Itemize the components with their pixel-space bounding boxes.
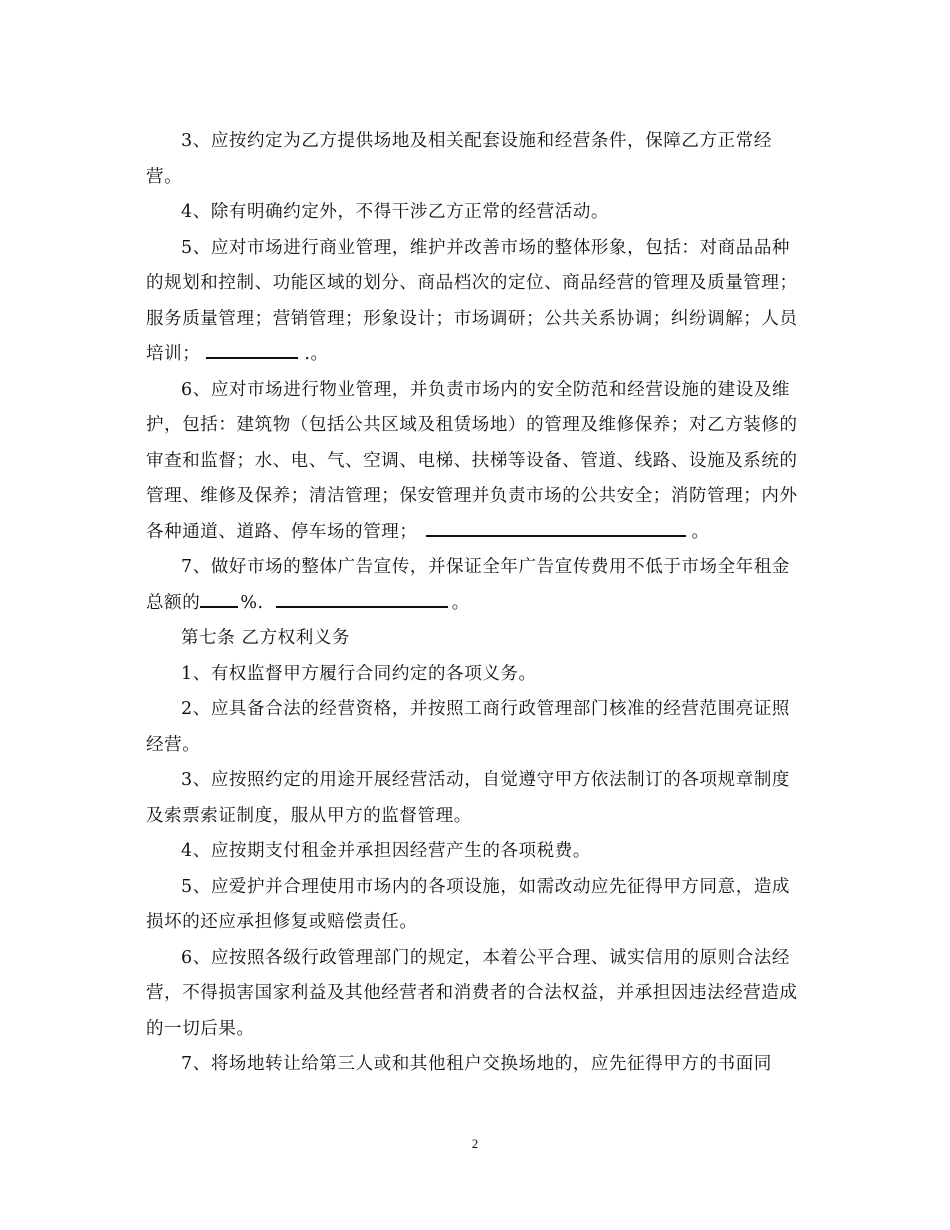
clause-7-7: 7、将场地转让给第三人或和其他租户交换场地的，应先征得甲方的书面同 bbox=[181, 1054, 772, 1074]
page-number: 2 bbox=[471, 1136, 479, 1151]
fill-in-blank[interactable] bbox=[206, 341, 298, 359]
clause-7-4: 4、应按期支付租金并承担因经营产生的各项税费。 bbox=[181, 841, 591, 861]
clause-7-6: 6、应按照各级行政管理部门的规定，本着公平合理、诚实信用的原则合法经营，不得损害国家利益及其他经营者和消费者的合法权益，并承担因违法经营造成的一切后果。 bbox=[146, 947, 798, 1039]
clause-6-6-end: 。 bbox=[691, 521, 710, 542]
fill-in-blank[interactable] bbox=[426, 519, 686, 537]
fill-in-blank[interactable] bbox=[276, 590, 448, 608]
clause-6-6 bbox=[146, 373, 808, 551]
clause-7-1: 1、有权监督甲方履行合同约定的各项义务。 bbox=[181, 663, 537, 684]
clause-6-3: 3、应按约定为乙方提供场地及相关配套设施和经营条件，保障乙方正常经营。 bbox=[146, 131, 772, 187]
clause-6-7 bbox=[146, 550, 808, 621]
clause-7-5: 5、应爱护并合理使用市场内的各项设施，如需改动应先征得甲方同意，造成损坏的还应承担修复或赔偿责任。 bbox=[146, 876, 791, 932]
clause-7-3: 3、应按照约定的用途开展经营活动，自觉遵守甲方依法制订的各项规章制度及索票索证制度，服从甲方的监督管理。 bbox=[146, 770, 791, 826]
clause-6-6-text: 6、应对市场进行物业管理，并负责市场内的安全防范和经营设施的建设及维护，包括：建筑物（包括公共区域及租赁场地）的管理及维修保养；对乙方装修的审查和监督；水、电、气、空调、电梯、扶梯等设备、管道、线路、设施及系统的管理、维修及保养；清洁管理；保安管理并负责市场的公共安全；消防管理；内外各种通道、道路、停车场的管理； bbox=[146, 379, 798, 542]
clause-6-7-mid: %. bbox=[240, 592, 264, 613]
clause-7-2: 2、应具备合法的经营资格，并按照工商行政管理部门核准的经营范围亮证照经营。 bbox=[146, 699, 791, 755]
clause-6-7-text: 7、做好市场的整体广告宣传，并保证全年广告宣传费用不低于市场全年租金总额的 bbox=[146, 557, 791, 613]
clause-6-4: 4、除有明确约定外，不得干涉乙方正常的经营活动。 bbox=[181, 202, 610, 222]
clause-6-5 bbox=[146, 231, 808, 373]
document-body bbox=[146, 124, 808, 1083]
clause-6-5-text: 5、应对市场进行商业管理，维护并改善市场的整体形象，包括：对商品品种的规划和控制、功能区域的划分、商品档次的定位、商品经营的管理及质量管理；服务质量管理；营销管理；形象设计；市场调研；公共关系协调；纠纷调解；人员培训； bbox=[146, 237, 798, 364]
clause-6-5-end: .。 bbox=[304, 344, 329, 364]
clause-6-7-end: 。 bbox=[451, 592, 470, 613]
article-7-title: 第七条 乙方权利义务 bbox=[181, 628, 351, 648]
percent-blank[interactable] bbox=[200, 590, 238, 608]
